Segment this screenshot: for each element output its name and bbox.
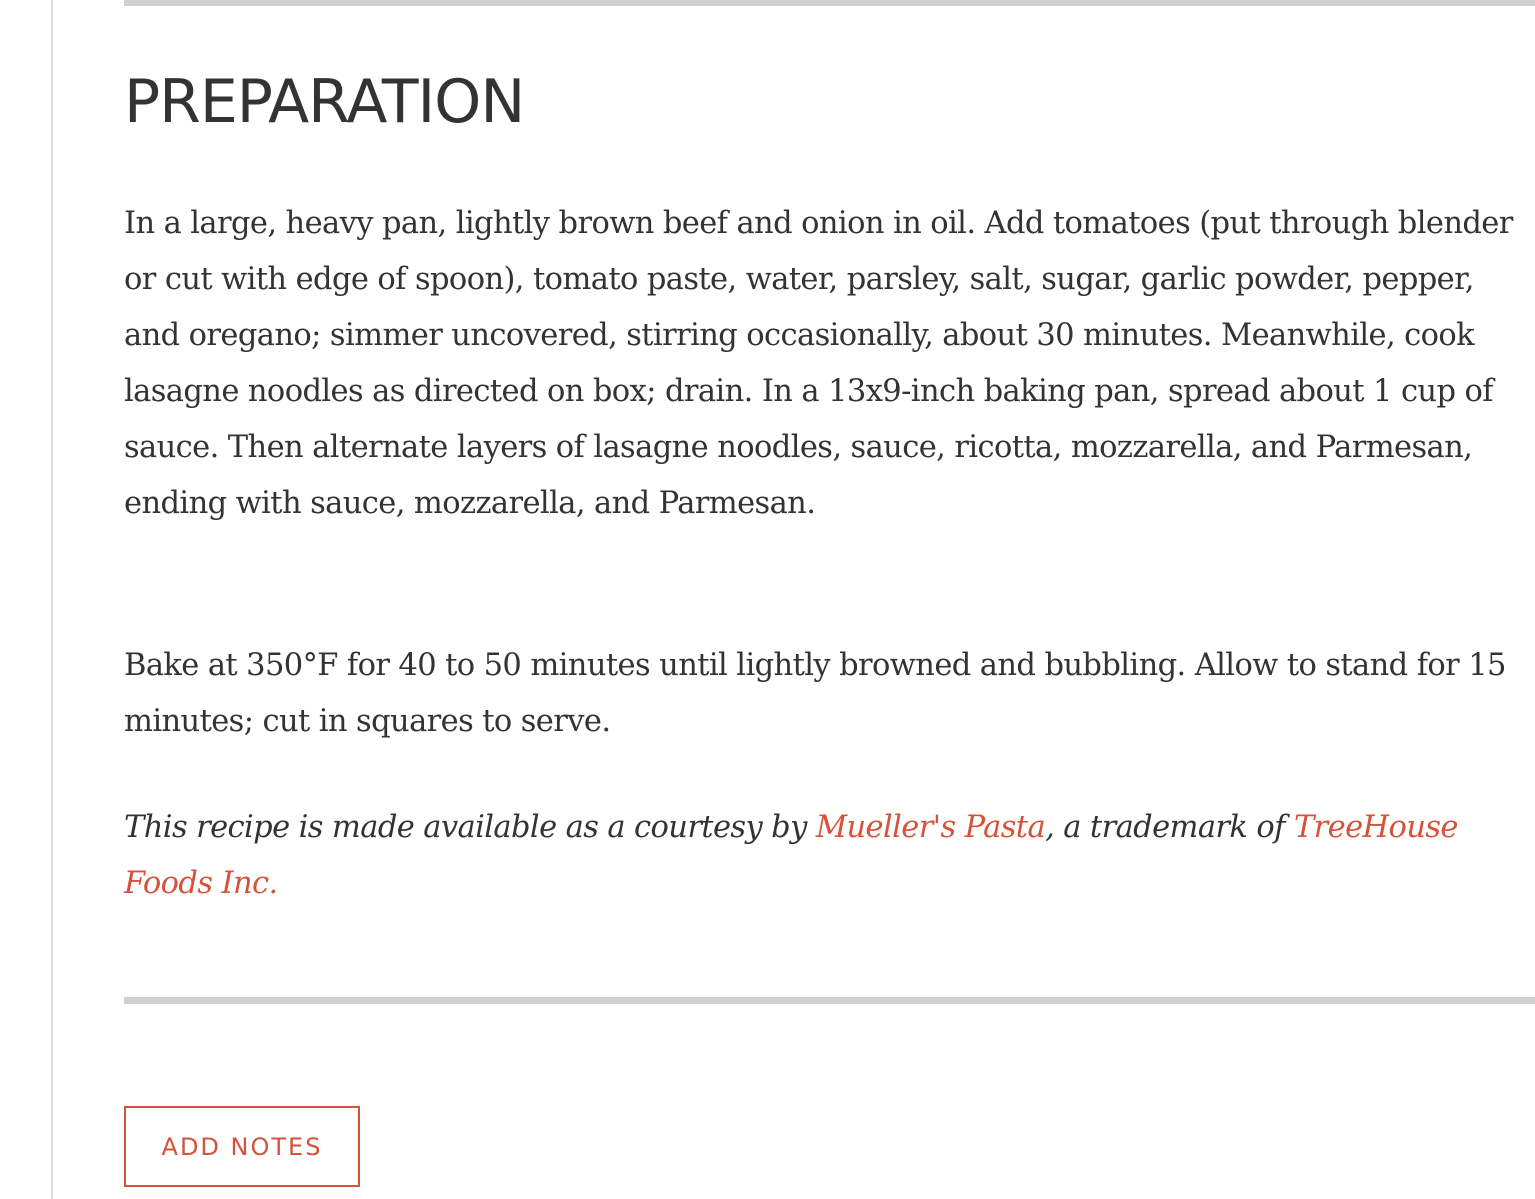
bottom-divider (124, 997, 1535, 1004)
courtesy-prefix: This recipe is made available as a courtesy by (124, 810, 816, 845)
muellers-pasta-link[interactable]: Mueller's Pasta (815, 810, 1046, 845)
preparation-steps-text: In a large, heavy pan, lightly brown beef and onion in oil. Add tomatoes (put through blender or cut with edge of spoon), tomato paste, water, parsley, salt, sugar, garlic powder, pepper, and oregano; simmer uncovered, stirring occasionally, about 30 minutes. Meanwhile, cook lasagne noodles as directed on box; drain. In a 13x9-inch baking pan, spread about 1 cup of sauce. Then alternate layers of lasagne noodles, sauce, ricotta, mozzarella, and Parmesan, ending with sauce, mozzarella, and Parmesan. (124, 206, 1513, 521)
preparation-heading: PREPARATION (124, 67, 525, 137)
add-notes-button[interactable]: ADD NOTES (124, 1106, 360, 1187)
treehouse-foods-link[interactable]: TreeHouse Foods Inc. (124, 810, 1458, 901)
left-border-line (51, 0, 53, 1199)
courtesy-note (124, 800, 1535, 912)
courtesy-middle: , a trademark of (1045, 810, 1294, 845)
top-divider (124, 0, 1535, 6)
bake-instructions-text: Bake at 350°F for 40 to 50 minutes until lightly browned and bubbling. Allow to stand for 15 minutes; cut in squares to serve. (124, 648, 1506, 739)
